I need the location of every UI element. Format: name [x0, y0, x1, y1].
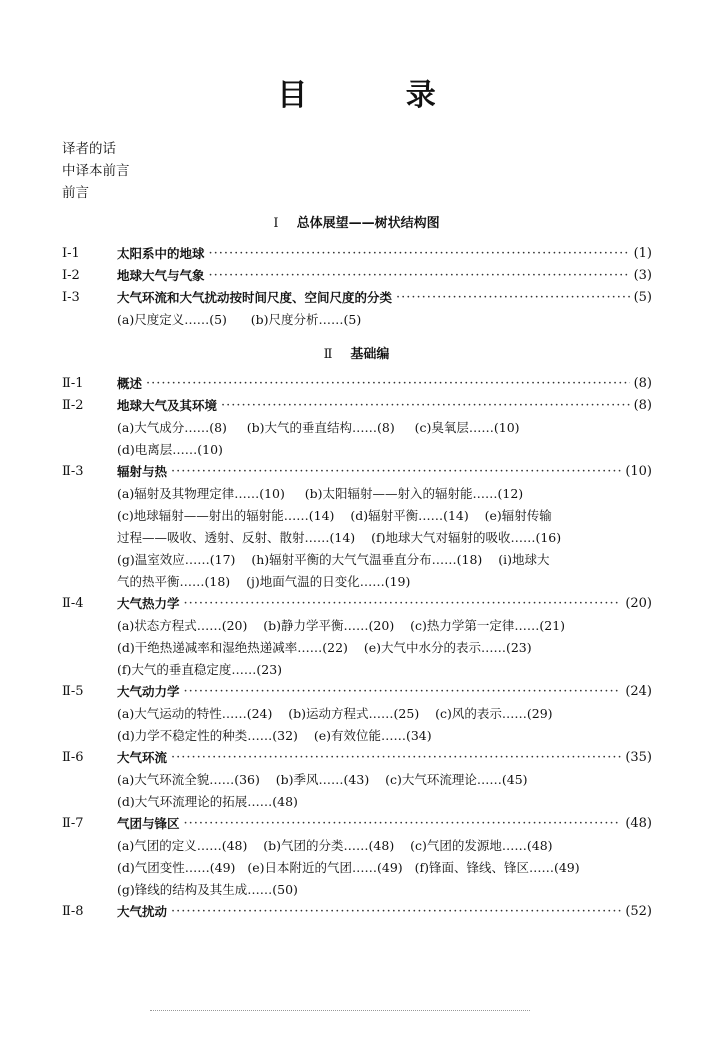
- leader-dots: [209, 243, 630, 265]
- subsection-item[interactable]: (a)状态方程式……(20): [117, 618, 248, 633]
- entry-title: 大气环流和大气扰动按时间尺度、空间尺度的分类: [117, 290, 393, 305]
- part-roman: Ⅰ: [273, 216, 279, 231]
- subsection-item[interactable]: (d)气团变性……(49): [117, 860, 236, 875]
- entry-title: 大气环流: [117, 750, 168, 765]
- leader-dots: [396, 287, 630, 309]
- subsection-line: [117, 835, 553, 857]
- subsection-item[interactable]: (d)大气环流理论的拓展……(48): [117, 794, 298, 809]
- subsection-item[interactable]: (g)温室效应……(17): [117, 552, 236, 567]
- entry-title: 大气扰动: [117, 904, 168, 919]
- toc-entry[interactable]: [62, 243, 652, 265]
- subsection-item[interactable]: (b)静力学平衡……(20): [263, 618, 395, 633]
- entry-title: 概述: [117, 376, 143, 391]
- entry-title: 气团与锋区: [117, 816, 180, 831]
- toc-entry[interactable]: [62, 461, 652, 483]
- entry-page: (52): [625, 904, 652, 919]
- entry-number: Ⅱ-2: [62, 398, 84, 413]
- part-roman: Ⅱ: [323, 347, 333, 362]
- entry-title: 大气热力学: [117, 596, 180, 611]
- subsection-line: [117, 857, 580, 879]
- entry-title: 地球大气及其环境: [117, 398, 218, 413]
- subsection-item[interactable]: (g)锋线的结构及其生成……(50): [117, 882, 298, 897]
- subsection-line: [117, 505, 552, 527]
- entry-number: Ⅱ-7: [62, 816, 84, 831]
- entry-page: (24): [625, 684, 652, 699]
- subsection-line: [117, 791, 298, 813]
- entry-title: 太阳系中的地球: [117, 246, 205, 261]
- subsection-line: [117, 417, 520, 439]
- subsection-line: [117, 725, 432, 747]
- subsection-item[interactable]: (c)臭氧层……(10): [414, 420, 520, 435]
- subsection-item[interactable]: (b)季风……(43): [275, 772, 370, 787]
- leader-dots: [209, 265, 630, 287]
- entry-title: 辐射与热: [117, 464, 168, 479]
- entry-page: (1): [633, 246, 652, 261]
- entry-number: Ⅰ-3: [62, 290, 80, 305]
- subsection-item[interactable]: 过程——吸收、透射、反射、散射……(14): [117, 530, 356, 545]
- entry-page: (8): [633, 376, 652, 391]
- subsection-item[interactable]: (a)气团的定义……(48): [117, 838, 248, 853]
- subsection-item[interactable]: (j)地面气温的日变化……(19): [246, 574, 411, 589]
- subsection-line: [117, 879, 298, 901]
- subsection-item[interactable]: (c)气团的发源地……(48): [410, 838, 553, 853]
- leader-dots: [171, 901, 621, 923]
- subsection-item[interactable]: (i)地球大: [498, 552, 550, 567]
- leader-dots: [184, 813, 622, 835]
- subsection-item[interactable]: (a)尺度定义……(5): [117, 312, 227, 327]
- subsection-item[interactable]: (f)锋面、锋线、锋区……(49): [414, 860, 580, 875]
- subsection-item[interactable]: (d)力学不稳定性的种类……(32): [117, 728, 298, 743]
- subsection-item[interactable]: (a)辐射及其物理定律……(10): [117, 486, 285, 501]
- entry-page: (48): [625, 816, 652, 831]
- subsection-item[interactable]: (d)电离层……(10): [117, 442, 223, 457]
- entry-page: (35): [625, 750, 652, 765]
- entry-page: (20): [625, 596, 652, 611]
- subsection-item[interactable]: (h)辐射平衡的大气气温垂直分布……(18): [251, 552, 483, 567]
- subsection-line: [117, 615, 565, 637]
- subsection-item[interactable]: (e)辐射传输: [484, 508, 552, 523]
- toc-entry[interactable]: [62, 395, 652, 417]
- subsection-item[interactable]: (e)有效位能……(34): [313, 728, 432, 743]
- entry-number: Ⅱ-5: [62, 684, 84, 699]
- subsection-item[interactable]: (d)干绝热递减率和湿绝热递减率……(22): [117, 640, 348, 655]
- entry-number: Ⅱ-3: [62, 464, 84, 479]
- subsection-line: [117, 527, 561, 549]
- subsection-item[interactable]: (c)大气环流理论……(45): [385, 772, 528, 787]
- subsection-line: [117, 637, 532, 659]
- subsection-item[interactable]: (a)大气环流全貌……(36): [117, 772, 260, 787]
- front-matter: [62, 138, 130, 204]
- toc-entry[interactable]: [62, 593, 652, 615]
- part-heading: [0, 212, 713, 231]
- entry-number: Ⅰ-1: [62, 246, 80, 261]
- subsection-line: [117, 439, 223, 461]
- subsection-item[interactable]: 气的热平衡……(18): [117, 574, 231, 589]
- front-item[interactable]: 中译本前言: [62, 163, 130, 179]
- subsection-item[interactable]: (c)热力学第一定律……(21): [410, 618, 566, 633]
- subsection-item[interactable]: (c)风的表示……(29): [435, 706, 553, 721]
- part-heading: [0, 343, 713, 362]
- subsection-item[interactable]: (b)尺度分析……(5): [250, 312, 362, 327]
- subsection-item[interactable]: (b)太阳辐射——射入的辐射能……(12): [304, 486, 524, 501]
- subsection-line: [117, 703, 553, 725]
- entry-number: Ⅱ-1: [62, 376, 84, 391]
- entry-number: Ⅱ-8: [62, 904, 84, 919]
- subsection-item[interactable]: (a)大气成分……(8): [117, 420, 227, 435]
- front-item[interactable]: 前言: [62, 185, 89, 201]
- subsection-line: [117, 659, 282, 681]
- entry-title: 大气动力学: [117, 684, 180, 699]
- subsection-line: [117, 769, 528, 791]
- toc-entry[interactable]: [62, 901, 652, 923]
- entry-page: (3): [633, 268, 652, 283]
- subsection-item[interactable]: (f)地球大气对辐射的吸收……(16): [371, 530, 562, 545]
- toc-entry[interactable]: [62, 287, 652, 309]
- subsection-line: [117, 549, 549, 571]
- entry-page: (10): [625, 464, 652, 479]
- leader-dots: [171, 747, 621, 769]
- subsection-line: [117, 571, 410, 593]
- entry-number: Ⅱ-4: [62, 596, 84, 611]
- part-name: 总体展望——树状结构图: [296, 216, 440, 231]
- subsection-item[interactable]: (c)地球辐射——射出的辐射能……(14): [117, 508, 335, 523]
- toc-entry[interactable]: [62, 265, 652, 287]
- page-title: 目 录: [277, 78, 480, 113]
- subsection-item[interactable]: (b)运动方程式……(25): [288, 706, 420, 721]
- subsection-item[interactable]: (d)辐射平衡……(14): [350, 508, 469, 523]
- subsection-item[interactable]: (f)大气的垂直稳定度……(23): [117, 662, 283, 677]
- toc-entry[interactable]: [62, 373, 652, 395]
- part-name: 基础编: [350, 347, 390, 362]
- leader-dots: [171, 461, 621, 483]
- entry-number: Ⅰ-2: [62, 268, 80, 283]
- leader-dots: [146, 373, 630, 395]
- subsection-item[interactable]: (e)大气中水分的表示……(23): [363, 640, 532, 655]
- entry-page: (8): [633, 398, 652, 413]
- leader-dots: [184, 681, 622, 703]
- subsection-item[interactable]: (b)大气的垂直结构……(8): [246, 420, 395, 435]
- front-item[interactable]: 译者的话: [62, 141, 116, 157]
- entry-number: Ⅱ-6: [62, 750, 84, 765]
- subsection-item[interactable]: (a)大气运动的特性……(24): [117, 706, 273, 721]
- leader-dots: [221, 395, 630, 417]
- subsection-item[interactable]: (b)气团的分类……(48): [263, 838, 395, 853]
- subsection-item[interactable]: (e)日本附近的气团……(49): [247, 860, 403, 875]
- toc-entry[interactable]: [62, 681, 652, 703]
- leader-dots: [184, 593, 622, 615]
- toc-entry[interactable]: [62, 813, 652, 835]
- entry-page: (5): [633, 290, 652, 305]
- scan-artifact-line: [150, 1010, 530, 1012]
- entry-title: 地球大气与气象: [117, 268, 205, 283]
- toc-entry[interactable]: [62, 747, 652, 769]
- subsection-line: [117, 309, 361, 331]
- subsection-line: [117, 483, 523, 505]
